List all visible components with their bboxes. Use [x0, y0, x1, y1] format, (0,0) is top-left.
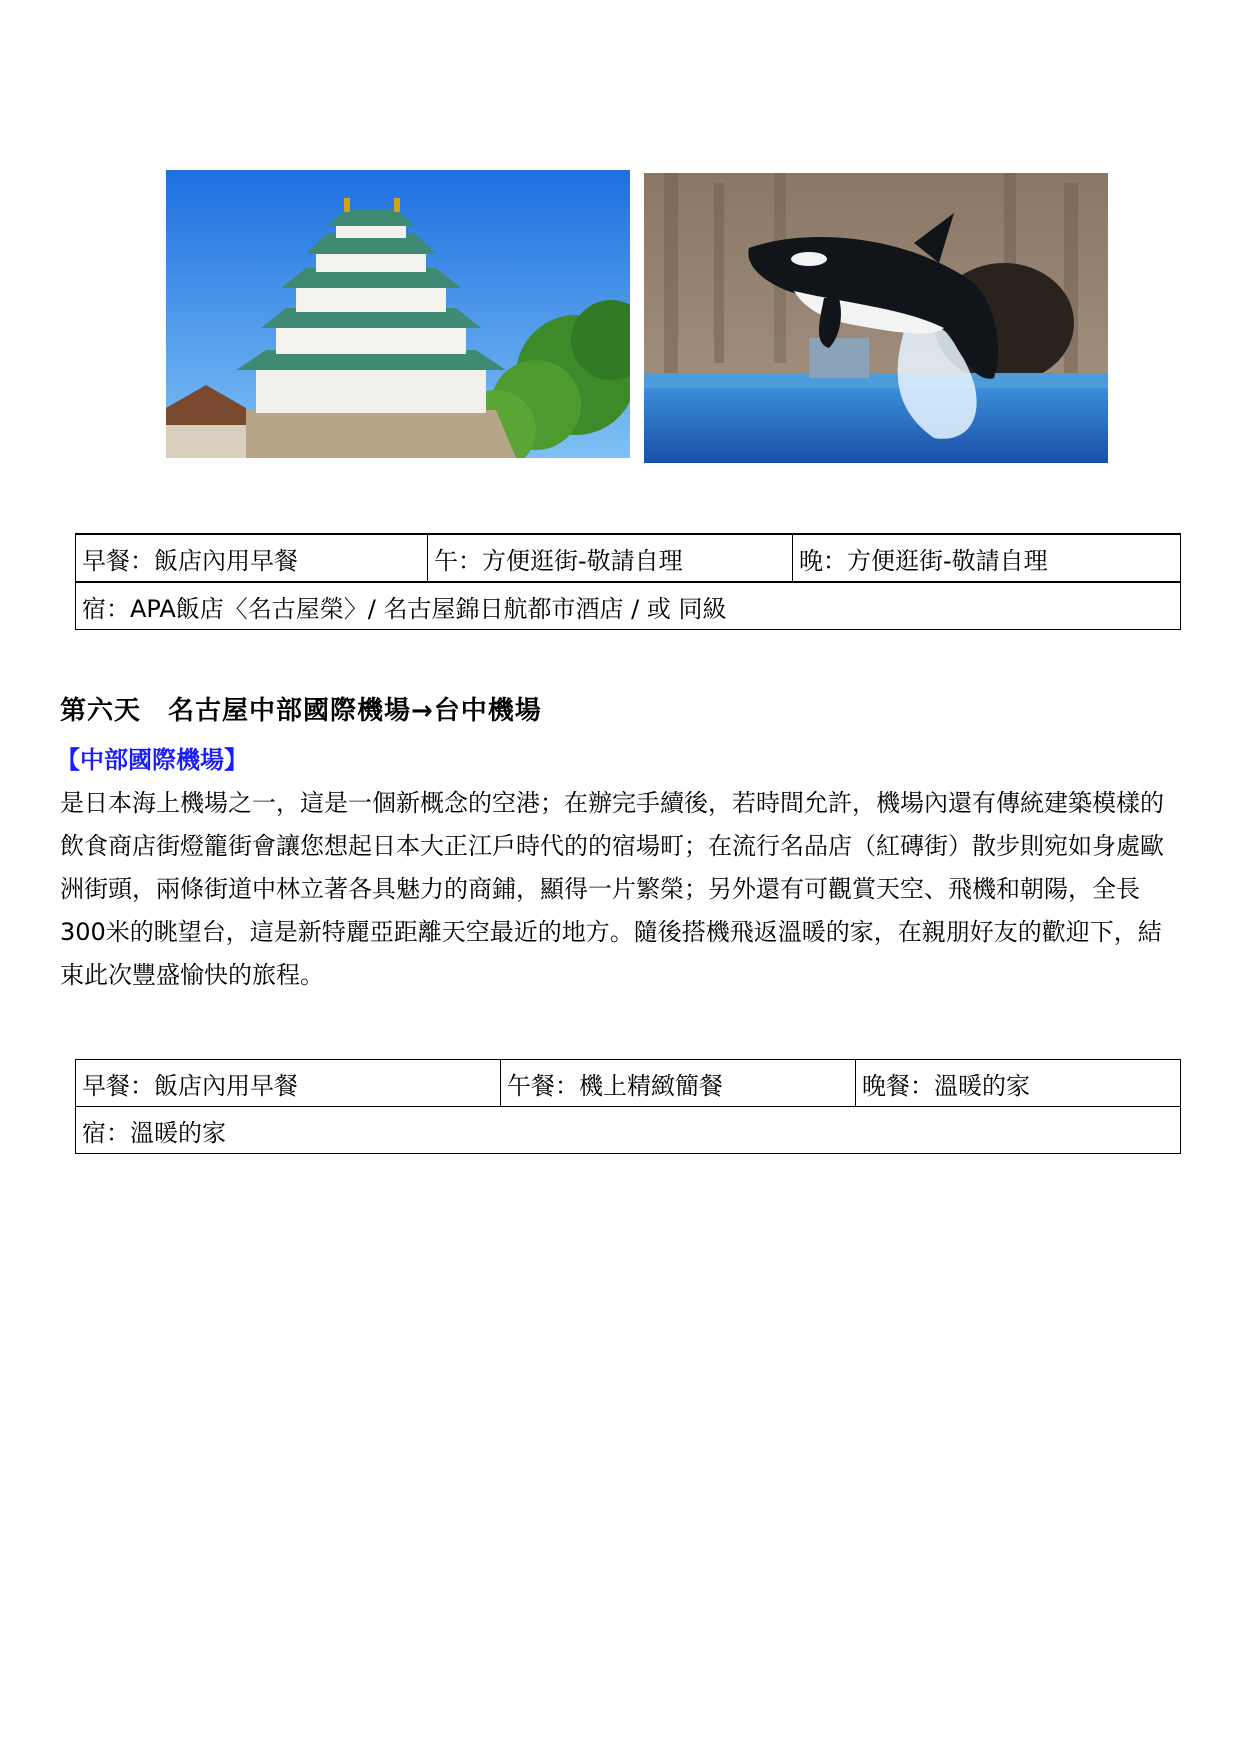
day6-title: 第六天 名古屋中部國際機場→台中機場: [60, 696, 542, 726]
day5-breakfast: 早餐：飯店內用早餐: [76, 534, 428, 582]
day6-lodging: 宿：溫暖的家: [76, 1107, 1181, 1154]
day5-lunch: 午：方便逛街-敬請自理: [428, 534, 793, 582]
day6-meal-table: [75, 1059, 1181, 1154]
airport-description: 是日本海上機場之一，這是一個新概念的空港；在辦完手續後，若時間允許，機場內還有傳統建築模樣的飲食商店街燈籠街會讓您想起日本大正江戶時代的的宿場町；在流行名品店（紅磚街）散步則宛如身處歐洲街頭，兩條街道中林立著各具魅力的商鋪，顯得一片繁榮；另外還有可觀賞天空、飛機和朝陽，全長300米的眺望台，這是新特麗亞距離天空最近的地方。隨後搭機飛返溫暖的家，在親朋好友的歡迎下，結束此次豐盛愉快的旅程。: [60, 789, 1164, 989]
day6-lunch: 午餐：機上精緻簡餐: [501, 1060, 856, 1107]
day6-dinner: 晚餐：溫暖的家: [856, 1060, 1181, 1107]
orca-show-photo: [644, 173, 1108, 463]
day5-dinner: 晚：方便逛街-敬請自理: [793, 534, 1181, 582]
section-heading-airport: 【中部國際機場】: [56, 746, 248, 774]
nagoya-castle-photo: [166, 170, 630, 458]
day6-breakfast: 早餐：飯店內用早餐: [76, 1060, 501, 1107]
day5-lodging: 宿：APA飯店〈名古屋榮〉/ 名古屋錦日航都市酒店 / 或 同級: [76, 582, 1181, 630]
day5-meal-table: [75, 533, 1181, 630]
